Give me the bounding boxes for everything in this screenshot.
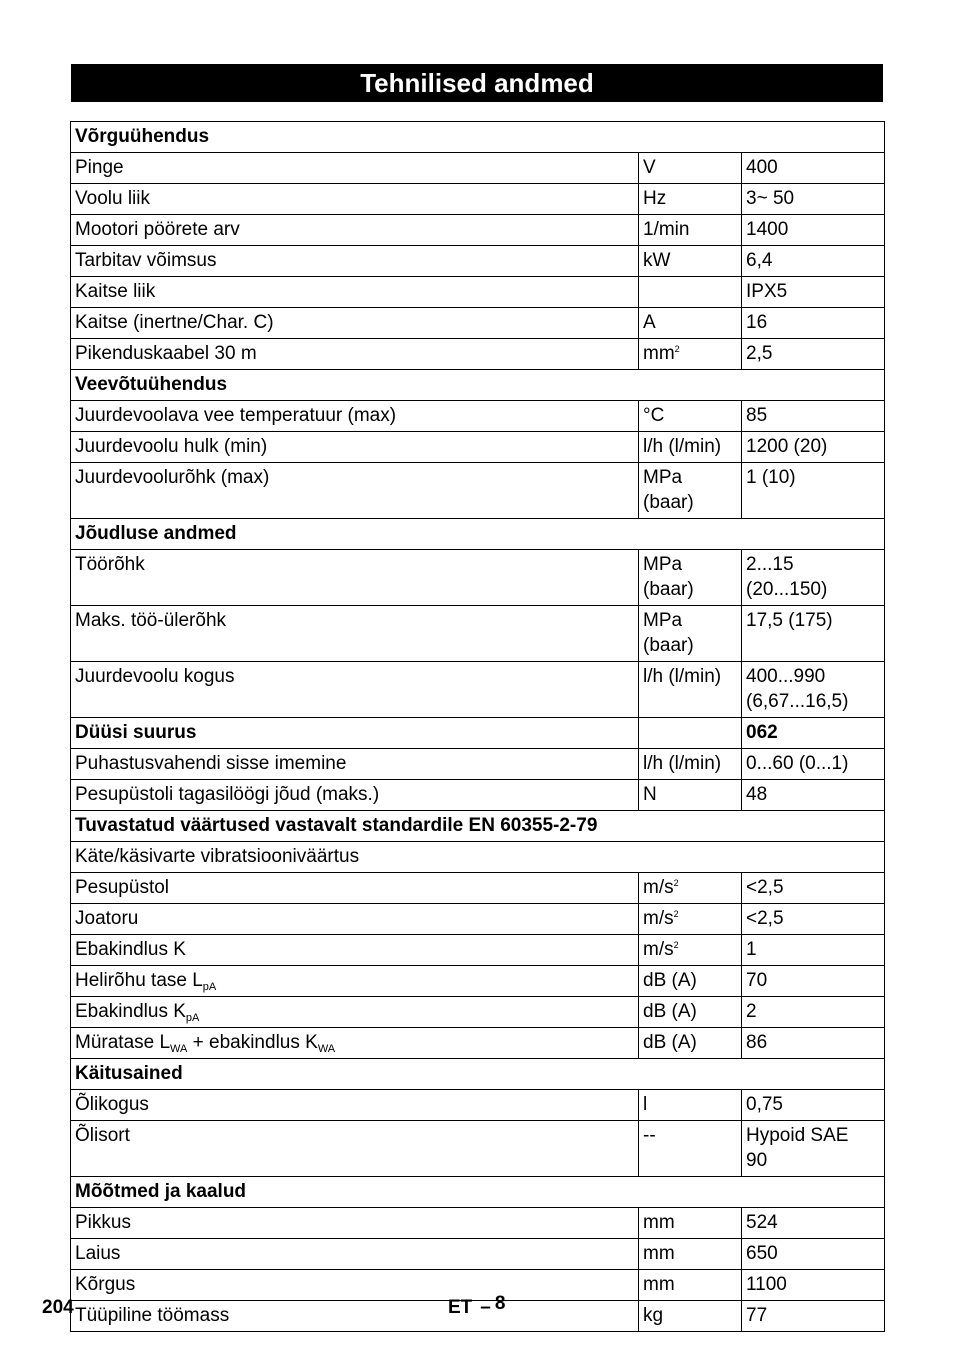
parameter-name-text: Õlikogus	[75, 1094, 149, 1115]
value-text: 400	[746, 157, 778, 178]
parameter-name	[71, 401, 639, 432]
parameter-name	[71, 935, 639, 966]
parameter-unit	[639, 1208, 742, 1239]
parameter-value	[742, 401, 885, 432]
section-header	[71, 811, 885, 842]
table-row	[71, 277, 885, 308]
parameter-name-text: Juurdevoolu hulk (min)	[75, 436, 268, 457]
unit-text: l/h (l/min)	[643, 753, 722, 774]
parameter-name	[71, 966, 639, 997]
unit-text: mm	[643, 1243, 675, 1264]
page-number: 204	[42, 1297, 74, 1318]
parameter-subscript: pA	[185, 1012, 200, 1024]
parameter-name	[71, 308, 639, 339]
parameter-name-text: Pikkus	[75, 1212, 131, 1233]
parameter-name-text: Juurdevoolu kogus	[75, 666, 235, 687]
unit-text: A	[643, 312, 656, 333]
table-row	[71, 246, 885, 277]
parameter-name-text: + ebakindlus K	[187, 1032, 318, 1053]
parameter-value	[742, 997, 885, 1028]
parameter-value	[742, 718, 885, 749]
parameter-unit	[639, 606, 742, 662]
section-header	[71, 1059, 885, 1090]
parameter-unit	[639, 873, 742, 904]
value-text: 70	[746, 970, 768, 991]
value-text: 524	[746, 1212, 778, 1233]
footer-language	[448, 1293, 506, 1319]
unit-text: m/s	[643, 877, 674, 898]
parameter-unit	[639, 662, 742, 718]
value-text: 1400	[746, 219, 789, 240]
parameter-value	[742, 308, 885, 339]
parameter-unit	[639, 401, 742, 432]
section-label: Käitusained	[71, 1059, 885, 1090]
unit-text: m/s	[643, 908, 674, 929]
value-text: 1100	[746, 1274, 787, 1295]
parameter-unit	[639, 308, 742, 339]
footer-dash: –	[480, 1297, 491, 1318]
table-row	[71, 432, 885, 463]
table-row	[71, 842, 885, 873]
table-row	[71, 1270, 885, 1301]
table-row	[71, 1090, 885, 1121]
value-text: 2	[746, 1001, 757, 1022]
parameter-name	[71, 463, 639, 519]
parameter-name	[71, 339, 639, 370]
value-text: 1 (10)	[746, 467, 796, 488]
section-label: Mõõtmed ja kaalud	[71, 1177, 885, 1208]
parameter-name-text: Voolu liik	[75, 188, 150, 209]
value-text: 0,75	[746, 1094, 783, 1115]
table-row	[71, 1239, 885, 1270]
parameter-name-text: Laius	[75, 1243, 121, 1264]
parameter-value	[742, 184, 885, 215]
table-row	[71, 463, 885, 519]
parameter-unit	[639, 1028, 742, 1059]
parameter-name-text: Düüsi suurus	[75, 722, 197, 743]
value-text: 17,5 (175)	[746, 610, 833, 631]
parameter-name	[71, 432, 639, 463]
parameter-unit	[639, 749, 742, 780]
parameter-value	[742, 246, 885, 277]
value-text: 3~ 50	[746, 188, 795, 209]
parameter-name	[71, 718, 639, 749]
value-text: 0...60 (0...1)	[746, 753, 849, 774]
parameter-value	[742, 606, 885, 662]
unit-superscript: 2	[673, 878, 679, 888]
table-row	[71, 873, 885, 904]
section-header	[71, 519, 885, 550]
parameter-name-text: Õlisort	[75, 1125, 130, 1146]
parameter-name	[71, 184, 639, 215]
unit-text: 1/min	[643, 219, 690, 240]
parameter-value	[742, 1301, 885, 1332]
table-row	[71, 339, 885, 370]
unit-text: kg	[643, 1305, 664, 1326]
parameter-value	[742, 550, 885, 606]
parameter-name: Käte/käsivarte vibratsiooniväärtus	[71, 842, 885, 873]
value-text: 062	[746, 722, 778, 743]
parameter-name	[71, 780, 639, 811]
unit-text: mm	[643, 1212, 675, 1233]
spec-table-body	[71, 122, 885, 1332]
parameter-name-text: Pesupüstol	[75, 877, 170, 898]
section-label: Veevõtuühendus	[71, 370, 885, 401]
parameter-unit	[639, 184, 742, 215]
parameter-name-text: Joatoru	[75, 908, 139, 929]
section-label: Võrguühendus	[71, 122, 885, 153]
parameter-unit	[639, 550, 742, 606]
parameter-value	[742, 1239, 885, 1270]
parameter-subscript: WA	[317, 1043, 336, 1055]
table-row	[71, 935, 885, 966]
parameter-value	[742, 935, 885, 966]
value-text: Hypoid SAE	[746, 1125, 849, 1146]
parameter-value	[742, 339, 885, 370]
unit-superscript: 2	[673, 909, 679, 919]
parameter-name-text: Pikenduskaabel 30 m	[75, 343, 257, 364]
parameter-name-text: Tarbitav võimsus	[75, 250, 217, 271]
parameter-name	[71, 1208, 639, 1239]
value-text: <2,5	[746, 877, 784, 898]
value-text: 2...15	[746, 554, 794, 575]
parameter-value	[742, 966, 885, 997]
table-row	[71, 550, 885, 606]
parameter-value	[742, 1270, 885, 1301]
parameter-name	[71, 606, 639, 662]
unit-text: mm	[643, 1274, 675, 1295]
unit-text: (baar)	[643, 579, 694, 600]
parameter-unit	[639, 904, 742, 935]
table-row	[71, 1028, 885, 1059]
unit-text: N	[643, 784, 657, 805]
parameter-name-text: Helirõhu tase L	[75, 970, 203, 991]
unit-text: --	[643, 1125, 656, 1146]
parameter-unit	[639, 215, 742, 246]
parameter-name	[71, 662, 639, 718]
parameter-name	[71, 997, 639, 1028]
parameter-name-text: Müratase L	[75, 1032, 171, 1053]
parameter-value	[742, 1208, 885, 1239]
unit-text: dB (A)	[643, 1001, 697, 1022]
unit-text: Hz	[643, 188, 667, 209]
unit-text: l/h (l/min)	[643, 666, 722, 687]
parameter-name	[71, 1121, 639, 1177]
table-row	[71, 215, 885, 246]
parameter-value	[742, 749, 885, 780]
parameter-value	[742, 1121, 885, 1177]
unit-text: mm	[643, 343, 675, 364]
parameter-name-text: Juurdevoolurõhk (max)	[75, 467, 270, 488]
parameter-name-text: Tüüpiline töömass	[75, 1305, 230, 1326]
table-row	[71, 184, 885, 215]
unit-text: l	[643, 1094, 648, 1115]
parameter-name	[71, 153, 639, 184]
value-text: 86	[746, 1032, 768, 1053]
section-label: Tuvastatud väärtused vastavalt standardile EN 60355-2-79	[71, 811, 885, 842]
parameter-unit	[639, 718, 742, 749]
value-text: 90	[746, 1150, 768, 1171]
value-text: 16	[746, 312, 768, 333]
value-text: 48	[746, 784, 768, 805]
value-text: 85	[746, 405, 768, 426]
spec-table	[70, 121, 885, 1332]
parameter-unit	[639, 153, 742, 184]
section-header	[71, 1177, 885, 1208]
parameter-name	[71, 550, 639, 606]
parameter-unit	[639, 1270, 742, 1301]
parameter-name	[71, 246, 639, 277]
table-row	[71, 662, 885, 718]
table-row	[71, 1121, 885, 1177]
table-row	[71, 997, 885, 1028]
parameter-unit	[639, 277, 742, 308]
parameter-name-text: Kõrgus	[75, 1274, 136, 1295]
parameter-value	[742, 215, 885, 246]
unit-superscript: 2	[674, 344, 680, 354]
parameter-subscript: WA	[170, 1043, 188, 1055]
language-code: ET	[448, 1297, 473, 1318]
parameter-name	[71, 749, 639, 780]
parameter-name-text: Mootori pöörete arv	[75, 219, 240, 240]
unit-text: MPa	[643, 554, 683, 575]
parameter-name-text: Kaitse liik	[75, 281, 156, 302]
table-row	[71, 780, 885, 811]
table-row	[71, 401, 885, 432]
parameter-name-text: Ebakindlus K	[75, 939, 186, 960]
page-title: Tehnilised andmed	[71, 64, 883, 102]
parameter-unit	[639, 246, 742, 277]
parameter-value	[742, 873, 885, 904]
parameter-name	[71, 1090, 639, 1121]
parameter-name-text: Juurdevoolava vee temperatuur (max)	[75, 405, 397, 426]
section-label: Jõudluse andmed	[71, 519, 885, 550]
parameter-value	[742, 1090, 885, 1121]
parameter-name	[71, 1028, 639, 1059]
table-row	[71, 966, 885, 997]
parameter-value	[742, 463, 885, 519]
value-text: 2,5	[746, 343, 773, 364]
table-row	[71, 153, 885, 184]
parameter-unit	[639, 463, 742, 519]
value-text: (20...150)	[746, 579, 828, 600]
parameter-value	[742, 277, 885, 308]
value-text: 6,4	[746, 250, 773, 271]
parameter-name-text: Pinge	[75, 157, 124, 178]
parameter-name	[71, 1270, 639, 1301]
parameter-name-text: Ebakindlus K	[75, 1001, 186, 1022]
unit-text: (baar)	[643, 635, 694, 656]
parameter-value	[742, 904, 885, 935]
unit-text: V	[643, 157, 656, 178]
value-text: (6,67...16,5)	[746, 691, 849, 712]
value-text: 1	[746, 939, 757, 960]
parameter-name	[71, 1301, 639, 1332]
unit-text: °C	[643, 405, 665, 426]
parameter-unit	[639, 339, 742, 370]
value-text: 400...990	[746, 666, 826, 687]
parameter-unit	[639, 1090, 742, 1121]
parameter-value	[742, 780, 885, 811]
table-row	[71, 749, 885, 780]
parameter-name-text: Pesupüstoli tagasilöögi jõud (maks.)	[75, 784, 380, 805]
parameter-subscript: pA	[202, 981, 217, 993]
value-text: 1200 (20)	[746, 436, 828, 457]
unit-text: l/h (l/min)	[643, 436, 722, 457]
unit-text: dB (A)	[643, 1032, 697, 1053]
parameter-name	[71, 1239, 639, 1270]
unit-text: (baar)	[643, 492, 694, 513]
value-text: IPX5	[746, 281, 788, 302]
value-text: <2,5	[746, 908, 784, 929]
parameter-name-text: Puhastusvahendi sisse imemine	[75, 753, 347, 774]
table-row	[71, 718, 885, 749]
unit-text: m/s	[643, 939, 674, 960]
unit-text: MPa	[643, 610, 683, 631]
table-row	[71, 308, 885, 339]
parameter-unit	[639, 1121, 742, 1177]
parameter-value	[742, 662, 885, 718]
parameter-unit	[639, 997, 742, 1028]
table-row	[71, 1208, 885, 1239]
parameter-unit	[639, 1239, 742, 1270]
parameter-name	[71, 873, 639, 904]
value-text: 650	[746, 1243, 778, 1264]
parameter-unit	[639, 1301, 742, 1332]
unit-text: MPa	[643, 467, 683, 488]
unit-superscript: 2	[673, 940, 679, 950]
parameter-unit	[639, 966, 742, 997]
parameter-unit	[639, 432, 742, 463]
parameter-value	[742, 153, 885, 184]
parameter-unit	[639, 780, 742, 811]
table-row	[71, 606, 885, 662]
unit-text: kW	[643, 250, 671, 271]
parameter-name	[71, 215, 639, 246]
unit-text: dB (A)	[643, 970, 697, 991]
section-header	[71, 370, 885, 401]
parameter-name	[71, 904, 639, 935]
parameter-unit	[639, 935, 742, 966]
parameter-name	[71, 277, 639, 308]
section-page-number: 8	[494, 1293, 506, 1314]
table-row	[71, 904, 885, 935]
parameter-name-text: Maks. töö-ülerõhk	[75, 610, 227, 631]
parameter-name-text: Töörõhk	[75, 554, 145, 575]
value-text: 77	[746, 1305, 768, 1326]
section-header	[71, 122, 885, 153]
parameter-value	[742, 432, 885, 463]
parameter-value	[742, 1028, 885, 1059]
parameter-name-text: Kaitse (inertne/Char. C)	[75, 312, 274, 333]
